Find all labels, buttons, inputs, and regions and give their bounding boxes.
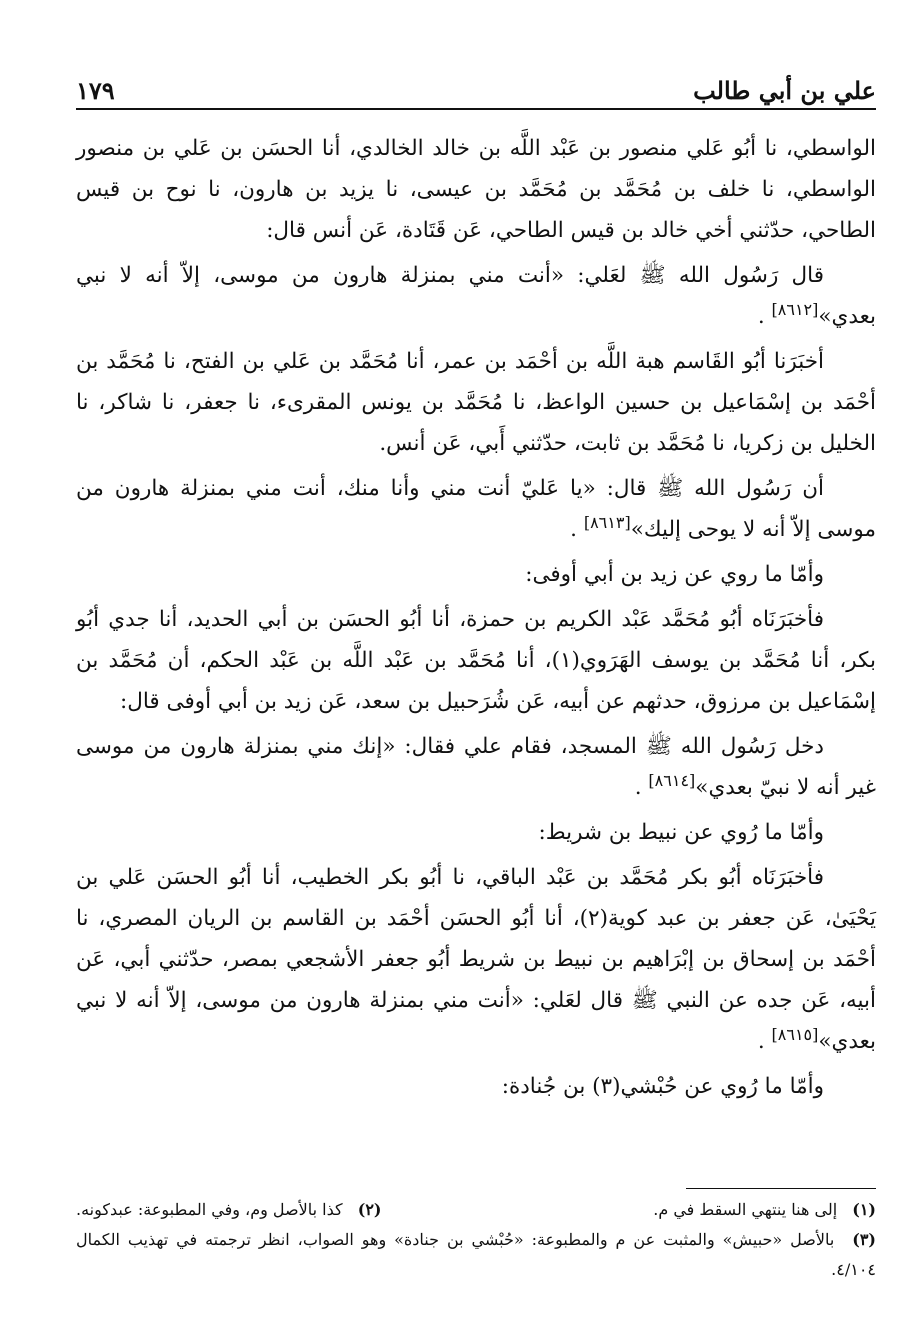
paragraph-text: وأمّا ما رُوي عن نبيط بن شريط: <box>538 820 824 845</box>
footnote-2-number: (٢) <box>357 1200 382 1219</box>
hadith-reference-number: [٨٦١٥] <box>771 1024 819 1044</box>
paragraph-2 <box>76 255 876 337</box>
paragraph-3 <box>76 341 876 464</box>
footnote-3-text: بالأصل «حبيش» والمثبت عن م والمطبوعة: «حُبْشي بن جنادة» وهو الصواب، انظر ترجمته في تهذيب الكمال ٤/١٠٤. <box>76 1230 876 1279</box>
paragraph-10 <box>76 1066 876 1107</box>
footnote-1 <box>653 1195 876 1225</box>
paragraph-text: وأمّا ما رُوي عن حُبْشي(٣) بن جُنادة: <box>501 1074 824 1099</box>
footnotes <box>76 1188 876 1285</box>
paragraph-end-mark: . <box>570 517 584 542</box>
footnote-row-1 <box>76 1195 876 1225</box>
paragraph-end-mark: . <box>757 304 772 329</box>
page-number: ١٧٩ <box>76 75 115 105</box>
footnote-1-number: (١) <box>852 1200 876 1219</box>
paragraph-6 <box>76 599 876 722</box>
footnote-2 <box>76 1195 381 1225</box>
hadith-reference-number: [٨٦١٣] <box>583 512 631 532</box>
paragraph-text: وأمّا ما روي عن زيد بن أبي أوفى: <box>525 562 824 587</box>
footnote-2-text: كذا بالأصل وم، وفي المطبوعة: عبدكونه. <box>76 1200 343 1219</box>
paragraph-4 <box>76 468 876 550</box>
paragraph-text: فأخبَرَنَاه أبُو بكر مُحَمَّد بن عَبْد الباقي، نا أبُو بكر الخطيب، أنا أبُو الحسَن عَلي بن يَحْيَىٰ، عَن جعفر بن عبد كوية(٢)، أنا أبُو الحسَن أحْمَد بن القاسم بن الريان المصري، نا أحْمَد بن إسحاق بن إبْرَاهيم بن نبيط بن شريط أبُو جعفر الأشجعي بمصر، حدّثني أبي، عَن أبيه، عَن جده عن النبي ﷺ قال لعَلي: «أنت مني بمنزلة هارون من موسى، إلاّ أنه لا نبي بعدي» <box>76 865 876 1054</box>
running-title: علي بن أبي طالب <box>693 75 876 105</box>
running-header <box>76 72 876 110</box>
paragraph-end-mark: . <box>757 1029 772 1054</box>
paragraph-text: الواسطي، نا أبُو عَلي منصور بن عَبْد اللَّه بن خالد الخالدي، أنا الحسَن بن عَلي بن منصور الواسطي، نا خلف بن مُحَمَّد بن مُحَمَّد بن عيسى، نا يزيد بن هارون، نا نوح بن قيس الطاحي، حدّثني أخي خالد بن قيس الطاحي، عَن قَتَادة، عَن أنس قال: <box>76 136 876 243</box>
footnote-3 <box>76 1225 876 1285</box>
paragraph-text: أن رَسُول الله ﷺ قال: «يا عَليّ أنت مني وأنا منك، أنت مني بمنزلة هارون من موسى إلاّ أنه لا يوحى إليك» <box>76 476 876 542</box>
paragraph-5 <box>76 554 876 595</box>
hadith-reference-number: [٨٦١٤] <box>648 770 696 790</box>
footnote-divider <box>686 1188 876 1189</box>
paragraph-text: أخبَرَنا أبُو القَاسم هبة اللَّه بن أحْمَد بن عمر، أنا مُحَمَّد بن عَلي بن الفتح، نا مُحَمَّد بن أحْمَد بن إسْمَاعيل بن حسين الواعظ، نا مُحَمَّد بن يونس المقرىء، نا جعفر، نا شاكر، نا الخليل بن زكريا، نا مُحَمَّد بن ثابت، حدّثني أَبي، عَن أنس. <box>76 349 876 456</box>
paragraph-1 <box>76 128 876 251</box>
footnote-3-number: (٣) <box>852 1230 876 1249</box>
paragraph-text: قال رَسُول الله ﷺ لعَلي: «أنت مني بمنزلة هارون من موسى، إلاّ أنه لا نبي بعدي» <box>76 263 876 329</box>
paragraph-7 <box>76 726 876 808</box>
main-text <box>76 128 876 1111</box>
paragraph-8 <box>76 812 876 853</box>
footnote-1-text: إلى هنا ينتهي السقط في م. <box>653 1200 838 1219</box>
paragraph-text: دخل رَسُول الله ﷺ المسجد، فقام علي فقال: «إنك مني بمنزلة هارون من موسى غير أنه لا نبيّ بعدي» <box>76 734 876 800</box>
paragraph-end-mark: . <box>634 775 649 800</box>
paragraph-text: فأخبَرَنَاه أبُو مُحَمَّد عَبْد الكريم بن حمزة، أنا أبُو الحسَن بن أبي الحديد، أنا جدي أبُو بكر، أنا مُحَمَّد بن يوسف الهَرَوي(١)، أنا مُحَمَّد بن عَبْد اللَّه بن عَبْد الحكم، أن مُحَمَّد بن إسْمَاعيل بن مرزوق، حدثهم عن أبيه، عَن شُرَحبيل بن سعد، عَن زيد بن أبي أوفى قال: <box>76 607 876 714</box>
paragraph-9 <box>76 857 876 1062</box>
hadith-reference-number: [٨٦١٢] <box>771 299 819 319</box>
